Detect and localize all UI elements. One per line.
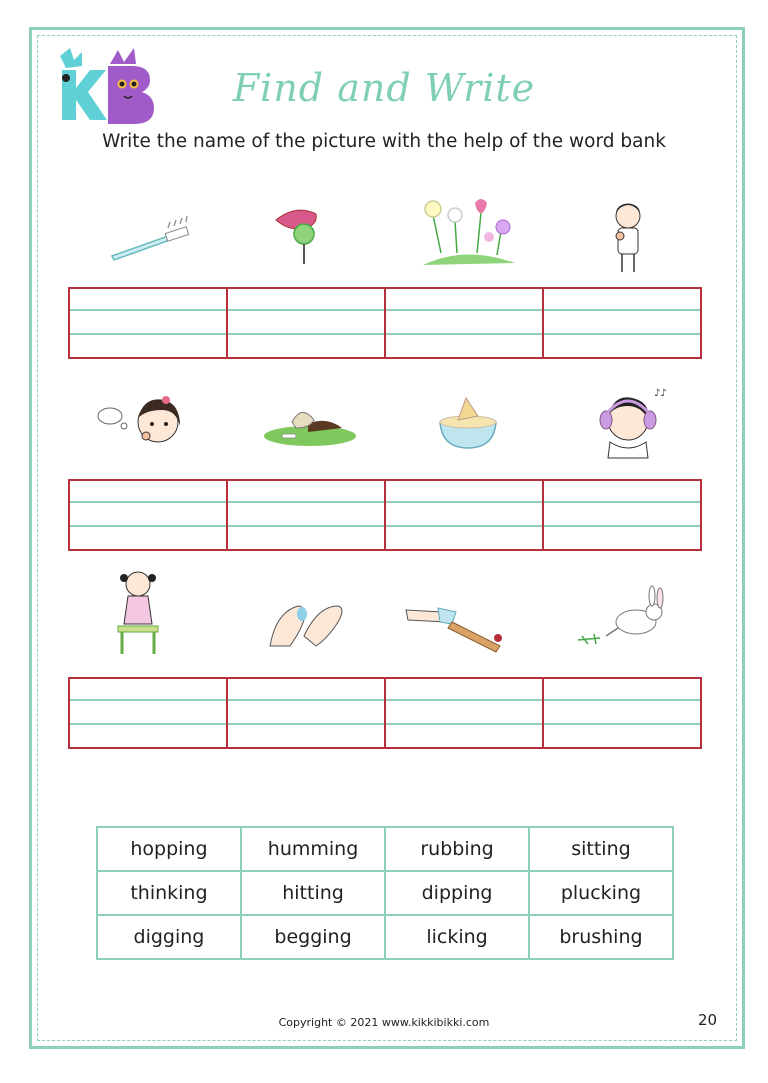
word-bank-word: plucking (529, 871, 673, 915)
word-bank-word: dipping (385, 871, 529, 915)
hitting-bat-picture (402, 582, 522, 672)
rubbing-hands-picture (246, 576, 366, 666)
writing-cell[interactable] (386, 289, 544, 357)
svg-text:♪♪: ♪♪ (654, 388, 667, 399)
word-bank-word: humming (241, 827, 385, 871)
dipping-picture (408, 382, 528, 472)
hopping-rabbit-picture (560, 578, 680, 668)
word-bank-word: brushing (529, 915, 673, 959)
flowers-picture (405, 185, 525, 275)
writing-grid-row-3 (68, 677, 702, 749)
page-title: Find and Write (232, 66, 536, 110)
writing-cell[interactable] (386, 481, 544, 549)
digging-picture (252, 382, 372, 472)
writing-cell[interactable] (228, 679, 386, 747)
writing-cell[interactable] (70, 289, 228, 357)
humming-girl-picture (570, 380, 690, 470)
word-bank-table (96, 826, 674, 960)
toothbrush-picture (90, 190, 210, 280)
instruction-text: Write the name of the picture with the help of the word bank (102, 131, 666, 152)
writing-cell[interactable] (70, 679, 228, 747)
sitting-girl-picture (82, 566, 202, 656)
begging-boy-picture (568, 192, 688, 282)
word-bank-row (97, 871, 673, 915)
word-bank-word: begging (241, 915, 385, 959)
word-bank-word: thinking (97, 871, 241, 915)
thinking-girl-picture (88, 382, 208, 472)
writing-cell[interactable] (228, 481, 386, 549)
word-bank-word: hitting (241, 871, 385, 915)
copyright-text: Copyright © 2021 www.kikkibikki.com (278, 1016, 490, 1029)
word-bank-word: sitting (529, 827, 673, 871)
page-number: 20 (698, 1011, 718, 1029)
writing-cell[interactable] (544, 481, 700, 549)
writing-cell[interactable] (386, 679, 544, 747)
writing-grid-row-1 (68, 287, 702, 359)
writing-cell[interactable] (544, 289, 700, 357)
word-bank-word: licking (385, 915, 529, 959)
writing-grid-row-2 (68, 479, 702, 551)
lollipop-picture (246, 190, 366, 280)
word-bank-word: rubbing (385, 827, 529, 871)
word-bank-word: digging (97, 915, 241, 959)
word-bank-row (97, 915, 673, 959)
writing-cell[interactable] (544, 679, 700, 747)
writing-cell[interactable] (228, 289, 386, 357)
word-bank-row (97, 827, 673, 871)
word-bank-word: hopping (97, 827, 241, 871)
writing-cell[interactable] (70, 481, 228, 549)
